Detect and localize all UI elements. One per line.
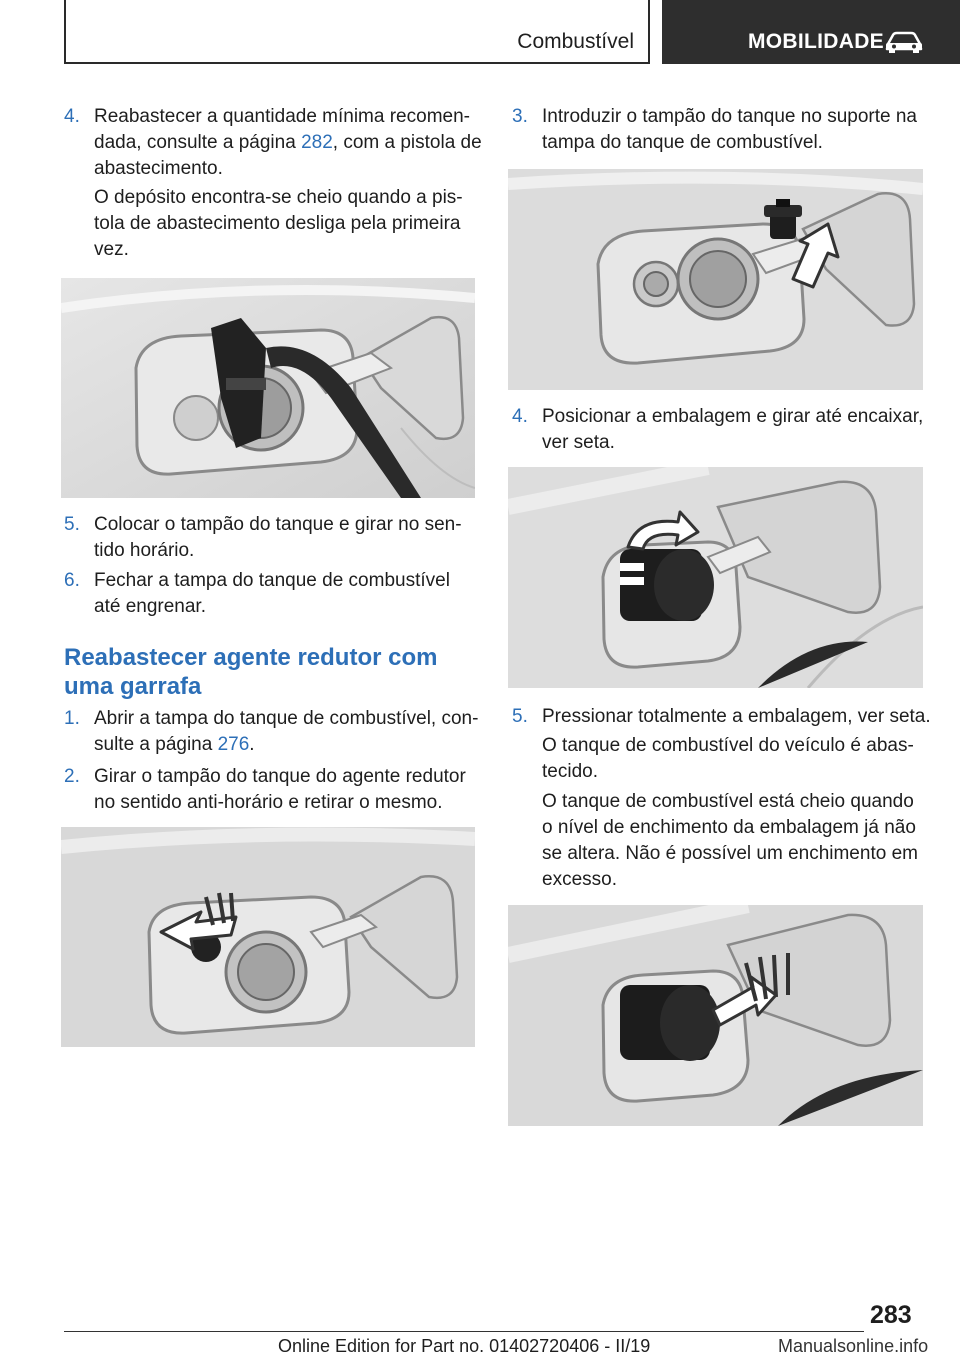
step-text: [94, 512, 484, 564]
heading-line: uma garrafa: [64, 673, 202, 700]
footer-edition: Online Edition for Part no. 01402720406 - II/19: [278, 1336, 651, 1356]
left-step-4-note: [94, 185, 494, 263]
step-line: abastecimento.: [94, 158, 223, 179]
note-line: o nível de enchimento da embalagem já não: [542, 817, 916, 838]
step-line: Girar o tampão do tanque do agente redutor: [94, 766, 466, 787]
section-title: Combustível: [517, 30, 634, 53]
step-line: ver seta.: [542, 432, 615, 453]
step-number: 3.: [512, 106, 528, 127]
step-line: tampa do tanque de combustível.: [542, 132, 823, 153]
step-text: Pressionar totalmente a embalagem, ver seta.: [542, 706, 931, 727]
step-line: Posicionar a embalagem e girar até encaixar,: [542, 406, 924, 427]
step-line: Abrir a tampa do tanque de combustível, con-: [94, 708, 479, 729]
step-text: [94, 104, 484, 182]
note-line: O tanque de combustível está cheio quando: [542, 791, 914, 812]
step-line: até engrenar.: [94, 596, 206, 617]
step-line: , com a pistola de: [332, 132, 482, 153]
left-step-4: [64, 104, 484, 182]
note-line: tecido.: [542, 761, 598, 782]
car-icon: [884, 30, 924, 59]
step-text: [542, 104, 932, 156]
figure-press-bottle: [508, 905, 923, 1126]
left-step-1: [64, 706, 484, 758]
step-text: [542, 404, 932, 456]
note-line: excesso.: [542, 869, 617, 890]
note-line: se altera. Não é possível um enchimento em: [542, 843, 918, 864]
figure-cap-in-holder: [508, 169, 923, 390]
header-section-box: [64, 0, 650, 64]
step-line: tido horário.: [94, 540, 195, 561]
step-line: Fechar a tampa do tanque de combustível: [94, 570, 450, 591]
figure-remove-cap: [61, 827, 475, 1047]
step-text: [94, 706, 484, 758]
figure-position-bottle: [508, 467, 923, 688]
step-line: sulte a página: [94, 734, 218, 755]
heading-line: Reabastecer agente redutor com: [64, 644, 438, 671]
step-line: Reabastecer a quantidade mínima recomen-: [94, 106, 470, 127]
left-step-2: [64, 764, 484, 816]
right-step-4: [512, 404, 932, 456]
right-step-5-note-2: [542, 789, 942, 893]
right-step-5: [512, 704, 942, 730]
step-text: [94, 568, 484, 620]
figure-refuel-nozzle: [61, 278, 475, 498]
page-number: 283: [870, 1301, 912, 1329]
page-link-276[interactable]: 276: [217, 734, 250, 755]
header-chapter-box: [662, 0, 960, 64]
step-number: 1.: [64, 708, 80, 729]
left-step-6: [64, 568, 484, 620]
step-number: 5.: [512, 706, 528, 727]
right-step-5-note-1: [542, 733, 942, 785]
step-line: .: [249, 734, 255, 755]
page-link-282[interactable]: 282: [301, 132, 333, 153]
chapter-title: MOBILIDADE: [748, 30, 884, 53]
step-number: 4.: [64, 106, 80, 127]
footer-divider: [64, 1331, 864, 1332]
step-line: dada, consulte a página: [94, 132, 302, 153]
right-step-3: [512, 104, 932, 156]
note-line: O tanque de combustível do veículo é abas-: [542, 735, 914, 756]
left-step-5: [64, 512, 484, 564]
section-heading: [64, 643, 484, 701]
step-number: 2.: [64, 766, 80, 787]
step-line: Introduzir o tampão do tanque no suporte na: [542, 106, 917, 127]
note-line: O depósito encontra-se cheio quando a pis-: [94, 187, 463, 208]
step-number: 5.: [64, 514, 80, 535]
footer-watermark: Manualsonline.info: [778, 1336, 929, 1356]
step-text: [94, 764, 484, 816]
step-line: Colocar o tampão do tanque e girar no sen-: [94, 514, 462, 535]
step-line: no sentido anti-horário e retirar o mesmo.: [94, 792, 443, 813]
note-line: tola de abastecimento desliga pela primeira: [94, 213, 461, 234]
step-number: 6.: [64, 570, 80, 591]
step-number: 4.: [512, 406, 528, 427]
note-line: vez.: [94, 239, 129, 260]
